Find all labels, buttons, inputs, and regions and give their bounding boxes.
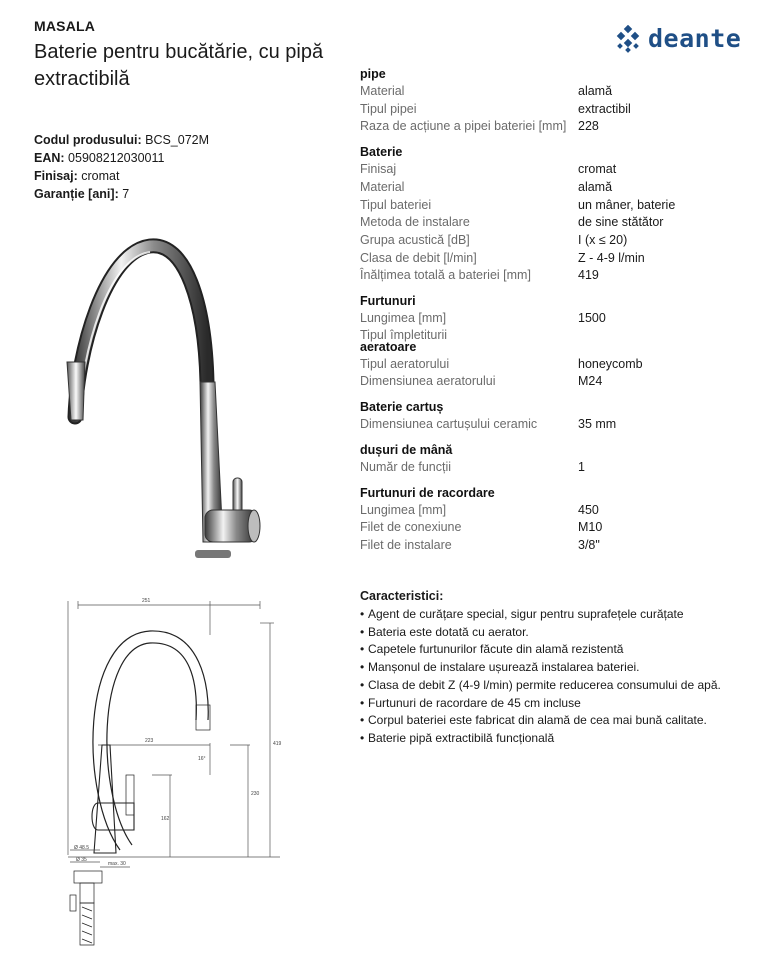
product-code-value: BCS_072M <box>145 133 210 147</box>
spec-group-spout <box>360 66 740 136</box>
bullet-icon: • <box>360 713 365 728</box>
deante-logo <box>614 24 741 53</box>
specifications <box>360 66 740 563</box>
spec-label: Raza de acțiune a pipei bateriei [mm] <box>360 119 567 134</box>
spec-label: Filet de conexiune <box>360 520 462 535</box>
spec-group-hand-shower <box>360 442 740 477</box>
dim-shank-diameter: Ø 35 <box>76 857 87 863</box>
spec-label: Tipul pipei <box>360 101 417 116</box>
feature-text: Bateria este dotată cu aerator. <box>368 624 529 639</box>
spec-value: 228 <box>578 119 599 134</box>
spec-row <box>360 118 740 136</box>
group-title: pipe <box>360 67 386 81</box>
feature-item <box>360 624 750 642</box>
feature-text: Corpul bateriei este fabricat din alamă de cea mai bună calitate. <box>368 713 707 728</box>
group-title: aeratoare <box>360 339 417 354</box>
product-code-row <box>34 131 209 149</box>
feature-text: Clasa de debit Z (4-9 l/min) permite reducerea consumului de apă. <box>368 677 721 692</box>
feature-item <box>360 659 750 677</box>
brand-name: MASALA <box>34 18 96 34</box>
spec-label: Tipul aeratorului <box>360 356 450 371</box>
spec-label: Clasa de debit [l/min] <box>360 250 477 265</box>
logo-text: deante <box>648 24 742 53</box>
bullet-icon: • <box>360 660 365 675</box>
group-title: Furtunuri de racordare <box>360 485 495 500</box>
spec-label: Finisaj <box>360 162 397 177</box>
spec-row <box>360 214 740 232</box>
dim-max-thickness: max. 30 <box>108 861 126 867</box>
feature-text: Capetele furtunurilor făcute din alamă rezistentă <box>368 642 624 657</box>
warranty-value: 7 <box>122 187 130 201</box>
spec-row <box>360 267 740 285</box>
ean-row <box>34 149 209 167</box>
spec-value: un mâner, baterie <box>578 197 676 212</box>
spec-label: Tipul bateriei <box>360 197 432 212</box>
product-title: Baterie pentru bucătărie, cu pipă extractibilă <box>34 41 324 90</box>
bullet-icon: • <box>360 695 365 710</box>
spec-group-hoses <box>360 293 740 342</box>
spec-row <box>360 459 740 477</box>
deante-logo-icon <box>614 25 642 53</box>
spec-label: Lungimea [mm] <box>360 502 447 517</box>
spec-value: 1500 <box>578 311 606 326</box>
spec-label: Lungimea [mm] <box>360 311 447 326</box>
spec-label: Filet de instalare <box>360 537 452 552</box>
spec-label: Înălțimea totală a bateriei [mm] <box>360 268 531 283</box>
product-code-label: Codul produsului: <box>34 133 142 147</box>
features <box>360 587 750 748</box>
spec-row <box>360 356 740 374</box>
dim-angle: 16° <box>198 756 206 762</box>
bullet-icon: • <box>360 642 365 657</box>
spec-row <box>360 416 740 434</box>
spec-value: 450 <box>578 502 599 517</box>
feature-item <box>360 730 750 748</box>
spec-group-aerators <box>360 339 740 391</box>
feature-item <box>360 695 750 713</box>
spec-label: Dimensiunea cartușului ceramic <box>360 417 538 432</box>
spec-value: cromat <box>578 162 617 177</box>
group-title: Baterie <box>360 145 403 160</box>
spec-group-cartridge <box>360 399 740 434</box>
features-title: Caracteristici: <box>360 589 444 603</box>
dim-width: 251 <box>142 598 151 604</box>
finish-row <box>34 167 209 185</box>
spec-row <box>360 537 740 555</box>
spec-value: 3/8" <box>578 537 600 552</box>
spec-row <box>360 197 740 215</box>
spec-value: honeycomb <box>578 356 643 371</box>
group-title: Furtunuri <box>360 294 416 309</box>
spec-value: M10 <box>578 520 603 535</box>
dim-handle-height: 162 <box>161 816 170 822</box>
warranty-label: Garanție [ani]: <box>34 187 119 201</box>
finish-value: cromat <box>81 169 120 183</box>
spec-value: 1 <box>578 459 585 474</box>
dim-height: 419 <box>273 741 282 747</box>
ean-label: EAN: <box>34 151 65 165</box>
feature-text: Baterie pipă extractibilă funcțională <box>368 730 555 745</box>
spec-row <box>360 161 740 179</box>
spec-group-connection-hoses <box>360 485 740 555</box>
spec-value: M24 <box>578 374 603 389</box>
spec-row <box>360 250 740 268</box>
feature-item <box>360 677 750 695</box>
feature-item <box>360 712 750 730</box>
spec-value: Z - 4-9 l/min <box>578 250 645 265</box>
feature-text: Agent de curățare special, sigur pentru suprafețele curățate <box>368 607 684 621</box>
spec-label: Grupa acustică [dB] <box>360 232 470 247</box>
spec-row <box>360 179 740 197</box>
spec-row <box>360 101 740 119</box>
spec-row <box>360 502 740 520</box>
product-info <box>34 131 209 203</box>
spec-label: Tipul împletiturii <box>360 327 448 342</box>
spec-label: Material <box>360 84 405 98</box>
finish-label: Finisaj: <box>34 169 78 183</box>
spec-value: extractibil <box>578 101 631 116</box>
spec-label: Metoda de instalare <box>360 215 470 230</box>
feature-text: Furtunuri de racordare de 45 cm incluse <box>368 695 581 710</box>
warranty-row <box>34 185 209 203</box>
group-title: dușuri de mână <box>360 442 453 457</box>
spec-row <box>360 327 740 342</box>
dim-base-diameter: Ø 48.5 <box>74 845 90 851</box>
feature-item <box>360 606 750 624</box>
technical-drawing <box>60 595 300 955</box>
dim-spout-height: 230 <box>251 791 260 797</box>
bullet-icon: • <box>360 677 365 692</box>
spec-value: alamă <box>578 179 613 194</box>
spec-row <box>360 519 740 537</box>
spec-label: Material <box>360 179 405 194</box>
bullet-icon: • <box>360 607 365 621</box>
spec-label: Dimensiunea aeratorului <box>360 374 496 389</box>
spec-row <box>360 83 740 101</box>
spec-row <box>360 373 740 391</box>
spec-value: I (x ≤ 20) <box>578 232 628 247</box>
spec-row <box>360 232 740 250</box>
product-photo <box>55 232 295 562</box>
group-title: Baterie cartuș <box>360 400 444 415</box>
spec-value: 419 <box>578 268 599 283</box>
spec-value: de sine stătător <box>578 215 664 230</box>
spec-label: Număr de funcții <box>360 459 452 474</box>
feature-item <box>360 641 750 659</box>
dim-reach: 223 <box>145 738 154 744</box>
spec-value: alamă <box>578 84 613 98</box>
spec-value: 35 mm <box>578 417 617 432</box>
feature-text: Manșonul de instalare ușurează instalarea bateriei. <box>368 660 640 675</box>
spec-row <box>360 310 740 328</box>
bullet-icon: • <box>360 624 365 639</box>
ean-value: 05908212030011 <box>68 151 165 165</box>
bullet-icon: • <box>360 730 365 745</box>
spec-group-faucet <box>360 144 740 285</box>
